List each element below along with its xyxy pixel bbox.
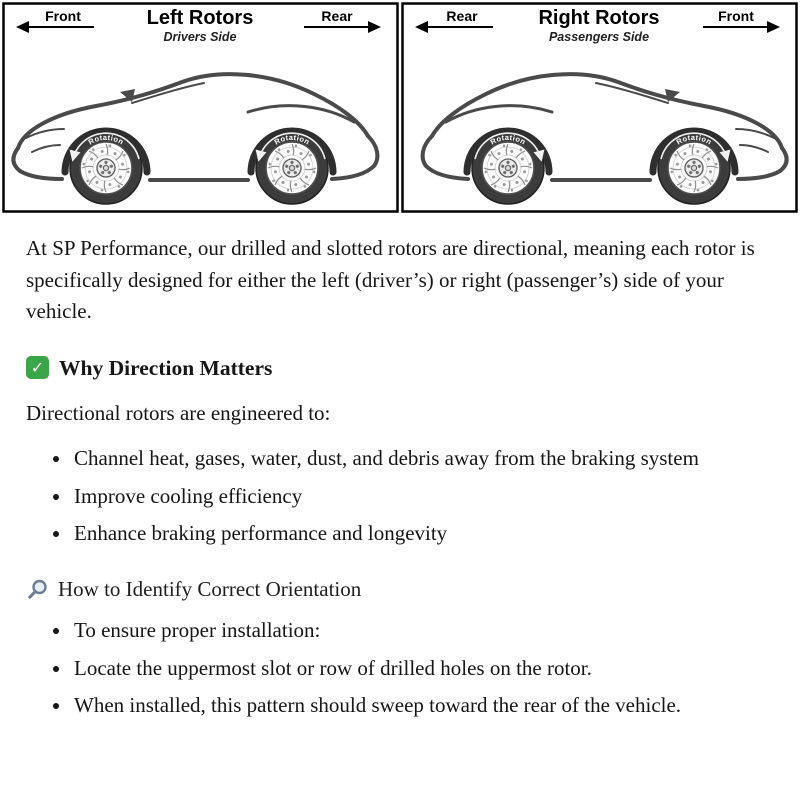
rotation-label: Rotation [674, 132, 714, 147]
left-panel-front-label: Front [45, 8, 81, 24]
orientation-list [26, 615, 774, 722]
list-item: • Enhance braking performance and longevity [72, 518, 774, 550]
rotor-diagram-svg [0, 0, 800, 215]
rotor-direction-diagram [0, 0, 800, 215]
magnifier-icon [26, 578, 49, 601]
identify-heading [26, 574, 774, 606]
list-item: • To ensure proper installation: [72, 615, 774, 647]
engineered-lead: Directional rotors are engineered to: [26, 400, 331, 425]
why-direction-heading-text: Why Direction Matters [59, 355, 273, 380]
identify-heading-text: How to Identify Correct Orientation [58, 576, 362, 601]
list-item: • When installed, this pattern should sweep toward the rear of the vehicle. [72, 690, 774, 722]
right-panel-rear-label: Rear [446, 8, 478, 24]
why-direction-heading [26, 352, 774, 384]
left-panel-subtitle: Drivers Side [163, 30, 237, 44]
list-item: • Locate the uppermost slot or row of drilled holes on the rotor. [72, 653, 774, 685]
right-panel-title: Right Rotors [538, 7, 660, 29]
check-icon: ✓ [26, 356, 49, 379]
rotation-label: Rotation [488, 132, 528, 147]
list-item: • Channel heat, gases, water, dust, and debris away from the braking system [72, 443, 774, 475]
right-panel-subtitle: Passengers Side [548, 30, 650, 44]
rotation-label: Rotation [86, 132, 126, 147]
left-panel-title: Left Rotors [146, 7, 254, 29]
article-body [0, 215, 800, 722]
left-panel-rear-label: Rear [321, 8, 353, 24]
intro-paragraph: At SP Performance, our drilled and slotted rotors are directional, meaning each rotor is specifically designed for either the left (driver’s) or right (passenger’s) side of your vehicle. [26, 236, 755, 323]
rotation-label: Rotation [272, 132, 312, 147]
list-item: • Improve cooling efficiency [72, 481, 774, 513]
benefits-list [26, 443, 774, 550]
right-panel-front-label: Front [718, 8, 754, 24]
